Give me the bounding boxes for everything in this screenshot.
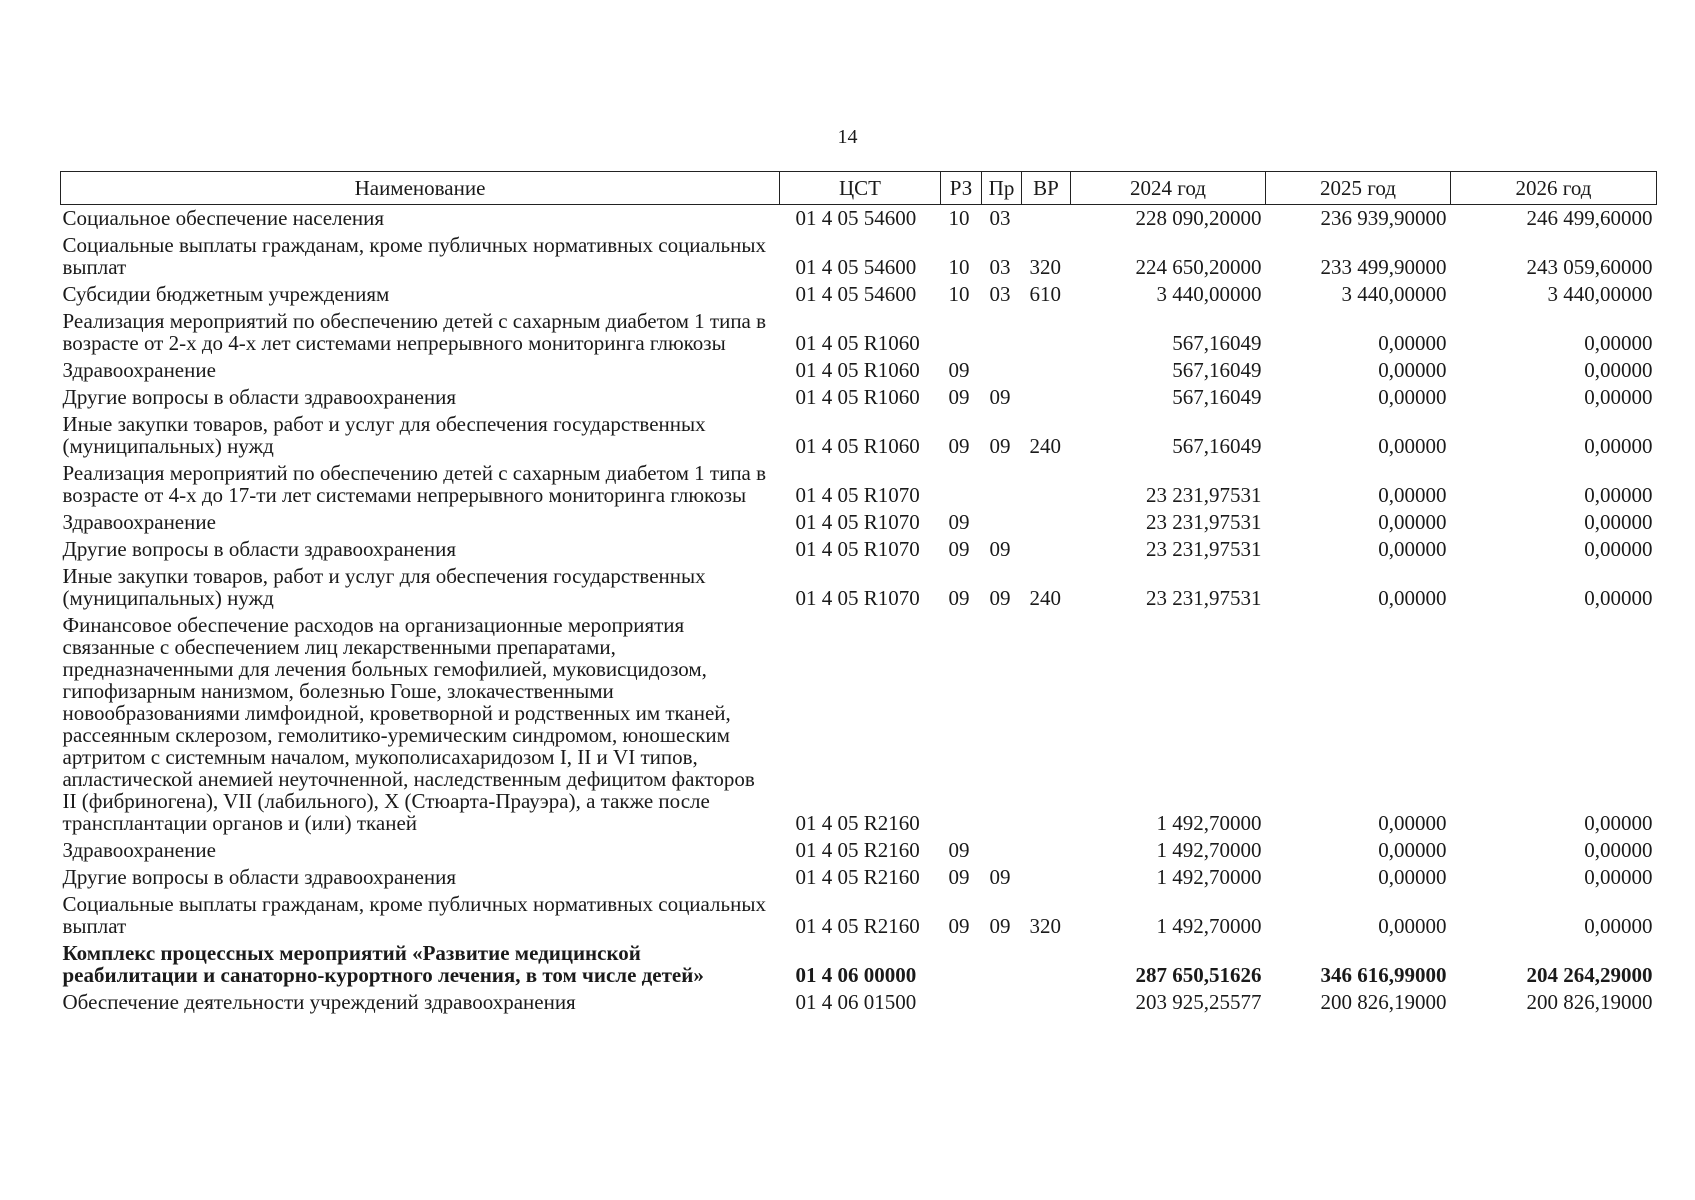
header-2026: 2026 год — [1451, 172, 1657, 205]
cell-name: Реализация мероприятий по обеспечению детей с сахарным диабетом 1 типа в возрасте от 2-х до 4-х лет системами непрерывного мониторинга глюкозы — [62, 309, 767, 355]
cell-2025: 0,00000 — [1378, 865, 1447, 889]
cell-cst: 01 4 05 R2160 — [795, 811, 920, 835]
table-body — [61, 205, 1657, 1017]
cell-name: Другие вопросы в области здравоохранения — [62, 537, 456, 561]
table-row — [61, 536, 1657, 563]
cell-rz: 09 — [948, 865, 970, 889]
header-vr: ВР — [1022, 172, 1071, 205]
cell-2026: 0,00000 — [1584, 838, 1653, 862]
cell-cst: 01 4 05 R1060 — [795, 385, 920, 409]
cell-name: Субсидии бюджетным учреждениям — [62, 282, 390, 306]
cell-2025: 0,00000 — [1378, 510, 1447, 534]
cell-2026: 0,00000 — [1584, 865, 1653, 889]
cell-pr — [982, 837, 1022, 864]
cell-pr — [982, 460, 1022, 509]
cell-2026: 204 264,29000 — [1526, 963, 1653, 987]
cell-2024: 567,16049 — [1172, 434, 1262, 458]
table-row — [61, 837, 1657, 864]
cell-2026: 0,00000 — [1584, 811, 1653, 835]
cell-2024: 287 650,51626 — [1135, 963, 1262, 987]
cell-vr: 320 — [1029, 255, 1061, 279]
cell-2026: 0,00000 — [1584, 385, 1653, 409]
cell-2024: 567,16049 — [1172, 331, 1262, 355]
cell-cst: 01 4 05 R1070 — [795, 537, 920, 561]
cell-pr: 03 — [989, 206, 1011, 230]
cell-rz: 10 — [948, 206, 970, 230]
cell-2025: 233 499,90000 — [1320, 255, 1447, 279]
cell-2024: 1 492,70000 — [1156, 914, 1262, 938]
cell-pr — [982, 509, 1022, 536]
table-row — [61, 357, 1657, 384]
table-header-row — [61, 172, 1657, 205]
cell-name: Социальные выплаты гражданам, кроме публичных нормативных социальных выплат — [62, 892, 766, 938]
cell-2025: 0,00000 — [1378, 586, 1447, 610]
cell-rz — [941, 460, 982, 509]
cell-2026: 0,00000 — [1584, 483, 1653, 507]
header-rz: РЗ — [941, 172, 982, 205]
cell-cst: 01 4 05 R1060 — [795, 331, 920, 355]
cell-2026: 243 059,60000 — [1526, 255, 1653, 279]
cell-vr: 610 — [1029, 282, 1061, 306]
cell-vr: 240 — [1029, 586, 1061, 610]
cell-2024: 224 650,20000 — [1135, 255, 1262, 279]
table-row — [61, 308, 1657, 357]
cell-vr — [1022, 612, 1071, 837]
table-row — [61, 509, 1657, 536]
cell-cst: 01 4 05 R1070 — [795, 510, 920, 534]
cell-vr — [1022, 308, 1071, 357]
cell-2025: 0,00000 — [1378, 914, 1447, 938]
cell-vr — [1022, 864, 1071, 891]
cell-name: Другие вопросы в области здравоохранения — [62, 385, 456, 409]
cell-vr — [1022, 536, 1071, 563]
budget-table — [60, 171, 1657, 1016]
table-row — [61, 205, 1657, 233]
cell-2024: 23 231,97531 — [1146, 510, 1262, 534]
cell-cst: 01 4 05 R1060 — [795, 434, 920, 458]
cell-cst: 01 4 05 54600 — [795, 206, 917, 230]
cell-vr — [1022, 205, 1071, 233]
cell-2026: 0,00000 — [1584, 510, 1653, 534]
cell-2024: 1 492,70000 — [1156, 865, 1262, 889]
cell-pr: 03 — [989, 255, 1011, 279]
cell-cst: 01 4 05 R2160 — [795, 914, 920, 938]
cell-2024: 1 492,70000 — [1156, 811, 1262, 835]
cell-rz: 09 — [948, 914, 970, 938]
cell-2025: 236 939,90000 — [1320, 206, 1447, 230]
cell-pr: 09 — [989, 914, 1011, 938]
cell-rz — [941, 940, 982, 989]
table-row — [61, 384, 1657, 411]
cell-name: Социальное обеспечение населения — [62, 206, 385, 230]
cell-vr — [1022, 384, 1071, 411]
cell-pr: 09 — [989, 537, 1011, 561]
cell-2025: 0,00000 — [1378, 434, 1447, 458]
cell-pr — [982, 940, 1022, 989]
cell-2024: 228 090,20000 — [1135, 206, 1262, 230]
cell-2026: 0,00000 — [1584, 331, 1653, 355]
cell-2024: 567,16049 — [1172, 358, 1262, 382]
cell-cst: 01 4 05 R1070 — [795, 586, 920, 610]
cell-2026: 0,00000 — [1584, 914, 1653, 938]
cell-rz — [941, 989, 982, 1016]
cell-rz: 09 — [948, 838, 970, 862]
cell-2025: 346 616,99000 — [1320, 963, 1447, 987]
cell-pr: 09 — [989, 434, 1011, 458]
cell-2026: 0,00000 — [1584, 358, 1653, 382]
cell-name: Здравоохранение — [62, 358, 216, 382]
page-number: 14 — [837, 126, 858, 148]
cell-rz: 09 — [948, 434, 970, 458]
cell-vr — [1022, 940, 1071, 989]
cell-name: Комплекс процессных мероприятий «Развитие медицинской реабилитации и санаторно-курортного лечения, в том числе детей» — [62, 941, 704, 987]
cell-cst: 01 4 05 R1070 — [795, 483, 920, 507]
cell-2025: 3 440,00000 — [1341, 282, 1447, 306]
cell-2025: 0,00000 — [1378, 385, 1447, 409]
cell-vr — [1022, 357, 1071, 384]
cell-vr — [1022, 989, 1071, 1016]
cell-pr: 09 — [989, 385, 1011, 409]
cell-2026: 3 440,00000 — [1547, 282, 1653, 306]
cell-2024: 23 231,97531 — [1146, 483, 1262, 507]
table-row — [61, 864, 1657, 891]
cell-2024: 3 440,00000 — [1156, 282, 1262, 306]
cell-name: Обеспечение деятельности учреждений здравоохранения — [62, 990, 576, 1014]
cell-name: Иные закупки товаров, работ и услуг для обеспечения государственных (муниципальных) нужд — [62, 564, 706, 610]
cell-2026: 246 499,60000 — [1526, 206, 1653, 230]
cell-rz: 09 — [948, 586, 970, 610]
cell-2024: 203 925,25577 — [1135, 990, 1262, 1014]
cell-2026: 0,00000 — [1584, 537, 1653, 561]
cell-rz: 10 — [948, 255, 970, 279]
header-cst: ЦСТ — [780, 172, 941, 205]
cell-pr — [982, 357, 1022, 384]
header-2024: 2024 год — [1071, 172, 1266, 205]
cell-vr — [1022, 460, 1071, 509]
table-row — [61, 281, 1657, 308]
table-row — [61, 460, 1657, 509]
cell-cst: 01 4 05 R2160 — [795, 865, 920, 889]
cell-2025: 200 826,19000 — [1320, 990, 1447, 1014]
cell-name: Социальные выплаты гражданам, кроме публичных нормативных социальных выплат — [62, 233, 766, 279]
cell-cst: 01 4 06 00000 — [795, 963, 917, 987]
cell-vr — [1022, 837, 1071, 864]
cell-pr: 09 — [989, 586, 1011, 610]
cell-2024: 567,16049 — [1172, 385, 1262, 409]
cell-rz — [941, 612, 982, 837]
cell-2024: 1 492,70000 — [1156, 838, 1262, 862]
cell-2026: 0,00000 — [1584, 586, 1653, 610]
table-row — [61, 940, 1657, 989]
cell-name: Другие вопросы в области здравоохранения — [62, 865, 456, 889]
cell-2025: 0,00000 — [1378, 358, 1447, 382]
cell-name: Здравоохранение — [62, 838, 216, 862]
cell-name: Здравоохранение — [62, 510, 216, 534]
cell-pr: 09 — [989, 865, 1011, 889]
cell-2025: 0,00000 — [1378, 811, 1447, 835]
cell-name: Финансовое обеспечение расходов на организационные мероприятия связанные с обеспечением лиц лекарственными препаратами, предназначенными для лечения больных гемофилией, муковисцидозом, гипофизарным нанизмом, болезнью Гоше, злокачественными новообразованиями лимфоидной, кроветворной и родственных им тканей, рассеянным склерозом, гемолитико-уремическим синдромом, юношеским артритом с системным началом, мукополисахаридозом I, II и VI типов, апластической анемией неуточненной, наследственным дефицитом факторов II (фибриногена), VII (лабильного), X (Стюарта-Прауэра), а также после трансплантации органов и (или) тканей — [62, 613, 755, 835]
cell-pr — [982, 612, 1022, 837]
cell-2025: 0,00000 — [1378, 537, 1447, 561]
header-name: Наименование — [61, 172, 780, 205]
table-row — [61, 563, 1657, 612]
cell-vr: 320 — [1029, 914, 1061, 938]
cell-2026: 200 826,19000 — [1526, 990, 1653, 1014]
cell-cst: 01 4 05 R2160 — [795, 838, 920, 862]
cell-rz: 09 — [948, 358, 970, 382]
cell-rz: 09 — [948, 510, 970, 534]
table-row — [61, 989, 1657, 1016]
cell-2025: 0,00000 — [1378, 838, 1447, 862]
cell-rz: 09 — [948, 385, 970, 409]
cell-2024: 23 231,97531 — [1146, 586, 1262, 610]
cell-pr — [982, 989, 1022, 1016]
cell-cst: 01 4 05 54600 — [795, 255, 917, 279]
cell-pr — [982, 308, 1022, 357]
cell-name: Реализация мероприятий по обеспечению детей с сахарным диабетом 1 типа в возрасте от 4-х до 17-ти лет системами непрерывного мониторинга глюкозы — [62, 461, 767, 507]
header-pr: Пр — [982, 172, 1022, 205]
cell-rz: 09 — [948, 537, 970, 561]
table-row — [61, 891, 1657, 940]
cell-cst: 01 4 05 54600 — [795, 282, 917, 306]
cell-vr — [1022, 509, 1071, 536]
cell-rz — [941, 308, 982, 357]
cell-name: Иные закупки товаров, работ и услуг для обеспечения государственных (муниципальных) нужд — [62, 412, 706, 458]
cell-pr: 03 — [989, 282, 1011, 306]
cell-2025: 0,00000 — [1378, 331, 1447, 355]
header-2025: 2025 год — [1266, 172, 1451, 205]
cell-cst: 01 4 05 R1060 — [795, 358, 920, 382]
cell-vr: 240 — [1029, 434, 1061, 458]
table-row — [61, 612, 1657, 837]
cell-rz: 10 — [948, 282, 970, 306]
cell-cst: 01 4 06 01500 — [795, 990, 917, 1014]
table-row — [61, 232, 1657, 281]
cell-2026: 0,00000 — [1584, 434, 1653, 458]
table-row — [61, 411, 1657, 460]
cell-2024: 23 231,97531 — [1146, 537, 1262, 561]
cell-2025: 0,00000 — [1378, 483, 1447, 507]
